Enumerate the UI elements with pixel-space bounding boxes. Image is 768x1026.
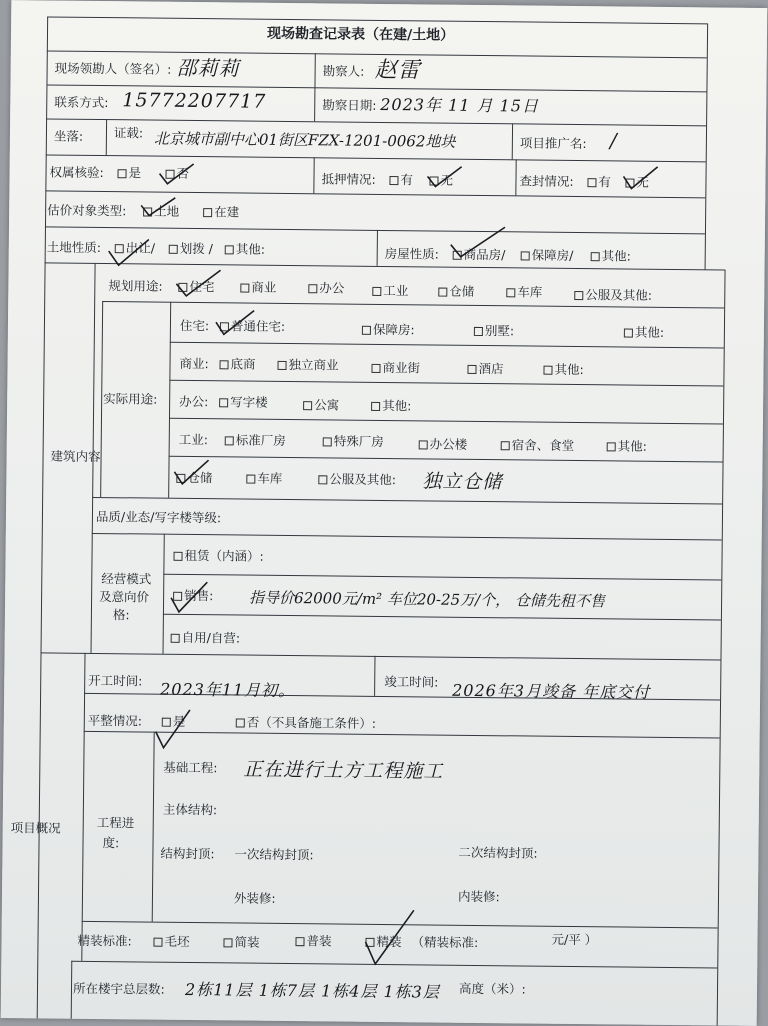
fitout-label: 精装标准: (77, 932, 132, 949)
col-divider (377, 230, 378, 266)
checkbox-icon (625, 179, 634, 188)
plan-option-industrial[interactable]: 工业 (372, 285, 408, 298)
cert-address[interactable]: 北京城市副中心01街区FZX-1201-0062地块 (153, 129, 456, 151)
ind-option-dorm[interactable]: 宿舍、食堂 (501, 439, 575, 452)
rule-line (92, 497, 722, 505)
checkbox-icon (362, 326, 371, 335)
ind-option-other[interactable]: 其他: (607, 440, 647, 453)
date-value[interactable]: 2023年 11 月 15日 (380, 94, 540, 116)
col-divider (81, 653, 85, 961)
rule-line (82, 921, 718, 929)
rule-line (45, 226, 705, 234)
survey-form-sheet (1, 0, 768, 1026)
checkbox-icon (246, 475, 255, 484)
col-divider (313, 157, 314, 193)
checkbox-icon (389, 176, 398, 185)
checkbox-icon (303, 401, 312, 410)
house-commercial-option[interactable]: 商品房/ (453, 249, 506, 262)
residential-label: 住宅: (179, 317, 210, 334)
floors-label: 所在楼宇总层数: (72, 980, 165, 997)
col-divider (168, 302, 171, 498)
res-option-other[interactable]: 其他: (624, 327, 664, 340)
leveling-no-option[interactable]: 否（不具备施工条件）: (236, 716, 376, 730)
checkbox-icon (169, 245, 178, 254)
valuation-construction-option[interactable]: 在建 (203, 206, 239, 219)
plan-option-residential[interactable]: 住宅 (178, 281, 214, 294)
interior-finish-label: 内装修: (457, 888, 500, 905)
house-nature-label: 房屋性质: (384, 245, 440, 262)
fitout-standard-label: （精装标准: (411, 934, 479, 951)
checkbox-icon (223, 938, 232, 947)
land-other-option[interactable]: 其他: (225, 243, 265, 256)
contact-value[interactable]: 15772207717 (122, 89, 267, 113)
checkbox-icon (236, 718, 245, 727)
checkbox-icon (162, 718, 171, 727)
mortgage-yes-option[interactable]: 有 (389, 174, 413, 187)
fitout-fine-option[interactable]: 精装 (365, 936, 401, 949)
actual-use-handwriting[interactable]: 独立仓储 (422, 470, 503, 494)
checkbox-icon (587, 178, 596, 187)
plan-option-public[interactable]: 公服及其他: (574, 289, 652, 302)
height-label: 高度（米）: (458, 980, 526, 997)
fitout-standard-option[interactable]: 普装 (295, 935, 331, 948)
checkbox-icon (308, 284, 317, 293)
rule-line (71, 961, 717, 969)
checkbox-icon (574, 291, 583, 300)
rule-line (169, 380, 723, 387)
checkbox-icon (371, 402, 380, 411)
checkbox-icon (453, 251, 462, 260)
start-time-label: 开工时间: (88, 672, 143, 689)
start-time-value[interactable]: 2023年11月初。 (160, 679, 296, 701)
checkbox-icon (178, 283, 187, 292)
checkbox-icon (501, 441, 510, 450)
mortgage-no-option[interactable]: 无 (429, 174, 453, 187)
actual-storage-option[interactable]: 仓储 (176, 472, 212, 485)
rights-no-option[interactable]: 否 (165, 168, 189, 181)
house-affordable-option[interactable]: 保障房/ (521, 249, 574, 262)
checkbox-icon (225, 245, 234, 254)
rule-line (163, 614, 721, 621)
finish-time-label: 竣工时间: (384, 674, 439, 690)
checkbox-icon (419, 440, 428, 449)
rule-line (169, 418, 723, 425)
com-option-other[interactable]: 其他: (543, 364, 583, 377)
rule-line (92, 533, 722, 541)
fitout-simple-option[interactable]: 简装 (223, 936, 259, 949)
exterior-finish-label: 外装修: (233, 890, 276, 906)
ind-option-officebldg[interactable]: 办公楼 (419, 438, 468, 451)
rule-line (84, 731, 720, 739)
checkbox-icon (438, 288, 447, 297)
surveyor-signature[interactable]: 赵雷 (374, 57, 421, 84)
plan-option-storage[interactable]: 仓储 (438, 286, 474, 299)
res-option-affordable[interactable]: 保障房: (362, 324, 415, 337)
sale-price-handwriting[interactable]: 指导价62000元/m² 车位20-25万/个， 仓储先租不售 (249, 588, 606, 611)
rule-line (45, 262, 725, 270)
com-option-shop[interactable]: 底商 (219, 358, 255, 371)
foundation-value[interactable]: 正在进行土方工程施工 (243, 758, 444, 783)
checkbox-icon (506, 288, 515, 297)
col-divider (515, 159, 516, 195)
seal-label: 查封情况: (519, 173, 574, 189)
checkbox-icon (323, 437, 332, 446)
checkbox-icon (165, 170, 174, 179)
primary-topping-label: 一次结构封顶: (234, 846, 314, 863)
checkbox-icon (372, 287, 381, 296)
plan-option-commercial[interactable]: 商业 (240, 281, 276, 294)
finish-time-value[interactable]: 2026年3月竣备 年底交付 (452, 680, 651, 702)
com-option-hotel[interactable]: 酒店 (467, 363, 503, 376)
checkbox-icon (117, 169, 126, 178)
rule-line (170, 342, 724, 349)
rule-line (46, 154, 706, 162)
valuation-land-option[interactable]: 土地 (143, 205, 179, 218)
actual-use-label: 实际用途: (103, 391, 158, 407)
checkbox-icon (240, 283, 249, 292)
land-nature-label: 土地性质: (46, 239, 102, 256)
promo-value[interactable]: / (609, 128, 618, 153)
cert-label: 证载: (113, 125, 144, 141)
checkbox-icon (171, 634, 180, 643)
valuation-label: 估价对象类型: (47, 202, 127, 219)
plan-option-garage[interactable]: 车库 (506, 286, 542, 299)
col-divider (512, 123, 513, 159)
checkbox-icon (318, 475, 327, 484)
main-structure-label: 主体结构: (162, 801, 218, 818)
rule-line (169, 456, 723, 463)
building-section-label: 建筑内容 (50, 448, 101, 465)
checkbox-icon (295, 937, 304, 946)
border-right (705, 23, 709, 269)
rule-line (45, 190, 705, 198)
sale-option[interactable]: 销售: (173, 590, 213, 603)
checkbox-icon (429, 176, 438, 185)
res-option-villa[interactable]: 别墅: (474, 325, 514, 338)
border-right (717, 270, 726, 1026)
checkbox-icon (203, 208, 212, 217)
planned-use-label: 规划用途: (108, 278, 163, 294)
office-label: 办公: (179, 393, 209, 410)
checkbox-icon (543, 366, 552, 375)
rights-yes-option[interactable]: 是 (117, 167, 141, 180)
mortgage-label: 抵押情况: (321, 171, 376, 187)
rule-line (46, 118, 706, 126)
com-option-street[interactable]: 商业街 (371, 362, 420, 375)
foundation-label: 基础工程: (163, 759, 218, 776)
checkbox-icon (277, 361, 286, 370)
border-left (37, 16, 48, 1018)
seal-yes-option[interactable]: 有 (587, 176, 611, 189)
land-transfer-option[interactable]: 出让/ (115, 242, 155, 255)
commercial-label: 商业: (179, 355, 209, 372)
checkbox-icon (153, 938, 162, 947)
date-label: 勘察日期: (322, 97, 377, 113)
surveyor-label: 勘察人: (322, 63, 365, 79)
land-allocation-option[interactable]: 划拨 / (169, 243, 213, 256)
house-other-option[interactable]: 其他: (591, 250, 631, 263)
checkbox-icon (474, 327, 483, 336)
business-mode-label-2: 及意向价 (99, 589, 150, 605)
checkbox-icon (219, 360, 228, 369)
business-mode-label: 经营模式 (101, 571, 152, 587)
checkbox-icon (371, 364, 380, 373)
col-divider (152, 732, 155, 922)
ind-option-special[interactable]: 特殊厂房 (323, 435, 384, 448)
actual-public-option[interactable]: 公服及其他: (318, 473, 396, 486)
office-option-apartment[interactable]: 公寓 (303, 399, 339, 412)
office-option-other[interactable]: 其他: (371, 400, 411, 413)
checkbox-icon (219, 398, 228, 407)
business-mode-label-3: 格: (112, 607, 130, 623)
rights-label: 权属核验: (49, 164, 104, 181)
checkbox-icon (225, 436, 234, 445)
quality-label: 品质/业态/写字楼等级: (95, 508, 222, 526)
leader-signature[interactable]: 邵莉莉 (176, 55, 240, 81)
checkbox-icon (115, 244, 124, 253)
checkbox-icon (607, 442, 616, 451)
checkbox-icon (173, 552, 182, 561)
leveling-yes-option[interactable]: 是 (162, 716, 186, 729)
industrial-label: 工业: (178, 431, 209, 448)
seal-no-option[interactable]: 无 (625, 177, 649, 190)
checkbox-icon (176, 474, 185, 483)
topping-label: 结构封顶: (160, 845, 215, 862)
promo-label: 项目推广名: (519, 135, 587, 152)
com-option-standalone[interactable]: 独立商业 (277, 359, 338, 372)
fitout-unit-label: 元/平 ） (551, 931, 598, 948)
col-divider (374, 656, 375, 696)
col-divider (163, 534, 165, 654)
rent-option[interactable]: 租赁（内涵）: (173, 550, 263, 563)
progress-label-2: 度: (102, 835, 120, 851)
res-option-ordinary[interactable]: 普通住宅: (220, 320, 285, 333)
checkbox-icon (143, 207, 152, 216)
form-title: 现场勘查记录表（在建/土地） (266, 25, 455, 44)
checkbox-icon (220, 322, 229, 331)
rule-line (47, 16, 707, 24)
fitout-bare-option[interactable]: 毛坯 (153, 936, 189, 949)
col-divider (106, 119, 107, 155)
location-label: 坐落: (53, 128, 84, 144)
ind-option-standard[interactable]: 标准厂房 (225, 434, 286, 447)
checkbox-icon (591, 252, 600, 261)
project-section-label: 项目概况 (10, 820, 61, 836)
progress-label: 工程进 (96, 815, 135, 831)
rule-line (163, 574, 721, 581)
leader-label: 现场领勘人（签名）: (54, 60, 172, 77)
rule-line (41, 652, 721, 660)
checkbox-icon (624, 329, 633, 338)
office-option-tower[interactable]: 写字楼 (219, 396, 268, 409)
floors-value[interactable]: 2栋11层 1栋7层 1栋4层 1栋3层 (184, 979, 440, 1002)
contact-label: 联系方式: (54, 94, 109, 111)
actual-garage-option[interactable]: 车库 (246, 473, 282, 486)
leveling-label: 平整情况: (87, 712, 143, 729)
plan-option-office[interactable]: 办公 (308, 282, 344, 295)
secondary-topping-label: 二次结构封顶: (458, 844, 538, 861)
checkbox-icon (467, 365, 476, 374)
self-use-option[interactable]: 自用/自营: (171, 632, 241, 645)
checkbox-icon (173, 592, 182, 601)
checkbox-icon (365, 938, 374, 947)
checkbox-icon (521, 251, 530, 260)
